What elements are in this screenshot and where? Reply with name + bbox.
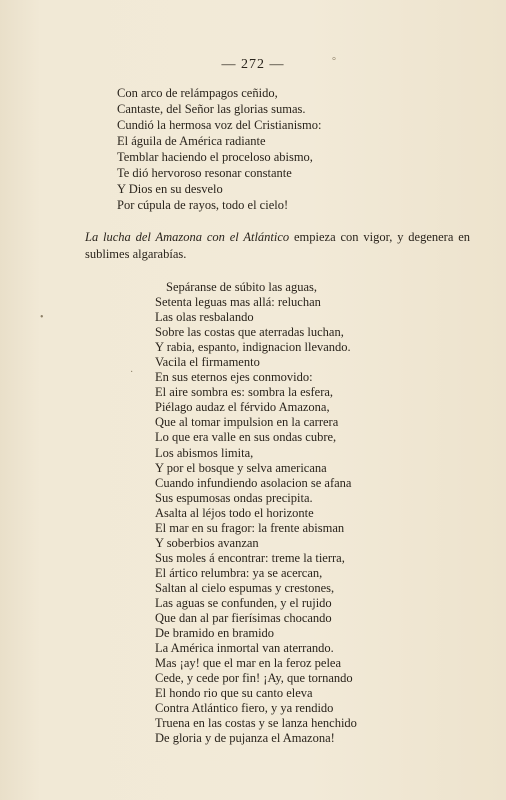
- verse-line: En sus eternos ejes conmovido:: [155, 370, 313, 385]
- verse-line: Cede, y cede por fin! ¡Ay, que tornando: [155, 671, 353, 686]
- verse-line: Sus moles á encontrar: treme la tierra,: [155, 550, 345, 565]
- verse-line: Sobre las costas que aterradas luchan,: [155, 325, 344, 340]
- heading-italic-title: La lucha del Amazona con el Atlántico: [85, 230, 290, 244]
- verse-line: Truena en las costas y se lanza henchido: [155, 716, 357, 731]
- ink-speck: ·: [130, 367, 134, 378]
- verse-line: Lo que era valle en sus ondas cubre,: [155, 430, 337, 445]
- verse-line: Cuando infundiendo asolacion se afana: [155, 475, 352, 490]
- verse-line: Setenta leguas mas allá: reluchan: [155, 295, 321, 310]
- verse-line: Sepáranse de súbito las aguas,: [166, 280, 318, 294]
- verse-line: Que dan al par fierísimas chocando: [155, 611, 332, 626]
- verse-line: Los abismos limita,: [155, 445, 254, 460]
- verse-line: De bramido en bramido: [155, 626, 275, 641]
- verse-line: Cundió la hermosa voz del Cristianismo:: [117, 118, 322, 132]
- verse-line: Saltan al cielo espumas y crestones,: [155, 580, 335, 595]
- verse-line: El ártico relumbra: ya se acercan,: [155, 565, 323, 580]
- verse-line: El águila de América radiante: [117, 134, 266, 148]
- section-heading: [85, 229, 470, 263]
- verse-line: Y soberbios avanzan: [155, 535, 259, 550]
- verse-line: Contra Atlántico fiero, y ya rendido: [155, 701, 334, 716]
- verse-line: Vacila el firmamento: [155, 355, 260, 370]
- verse-line: Y por el bosque y selva americana: [155, 460, 327, 475]
- verse-line: Por cúpula de rayos, todo el cielo!: [117, 198, 289, 212]
- verse-line: Temblar haciendo el proceloso abismo,: [117, 150, 313, 164]
- poem-body: [155, 280, 357, 746]
- ink-speck: •: [40, 312, 44, 323]
- page-number: — 272 —: [221, 57, 285, 72]
- verse-line: Con arco de relámpagos ceñido,: [117, 86, 278, 100]
- verse-line: Las olas resbalando: [155, 310, 254, 325]
- verse-line: Y Dios en su desvelo: [117, 182, 223, 196]
- verse-line: Mas ¡ay! que el mar en la feroz pelea: [155, 656, 342, 671]
- verse-line: Cantaste, del Señor las glorias sumas.: [117, 102, 306, 116]
- verse-line: Y rabia, espanto, indignacion llevando.: [155, 340, 351, 355]
- verse-line: El mar en su fragor: la frente abisman: [155, 520, 345, 535]
- verse-line: Sus espumosas ondas precipita.: [155, 490, 313, 505]
- ink-speck: °: [332, 56, 336, 67]
- verse-line: Piélago audaz el férvido Amazona,: [155, 400, 330, 415]
- verse-line: Te dió hervoroso resonar constante: [117, 166, 292, 180]
- verse-line: De gloria y de pujanza el Amazona!: [155, 731, 335, 746]
- heading-text: empieza con vigor, y degenera en sublimes algarabías.: [85, 230, 470, 261]
- verse-line: La América inmortal van aterrando.: [155, 641, 334, 656]
- opening-stanza: [117, 85, 322, 213]
- verse-line: El hondo rio que su canto eleva: [155, 686, 313, 701]
- verse-line: Asalta al léjos todo el horizonte: [155, 505, 314, 520]
- verse-line: El aire sombra es: sombra la esfera,: [155, 385, 334, 400]
- verse-line: Las aguas se confunden, y el rujido: [155, 595, 332, 610]
- verse-line: Que al tomar impulsion en la carrera: [155, 415, 339, 430]
